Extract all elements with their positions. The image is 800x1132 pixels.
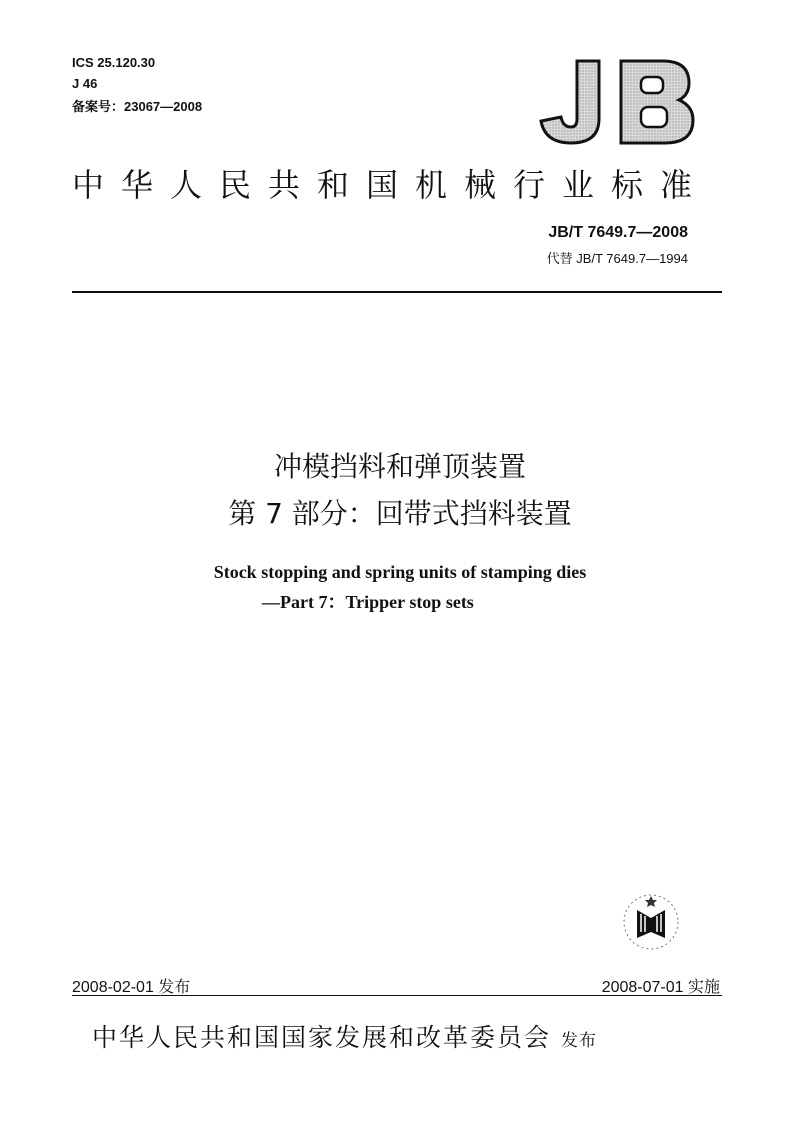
authority-name: 中华人民共和国国家发展和改革委员会 [92, 1023, 552, 1052]
implementation-date: 2008-07-01 实施 [601, 979, 720, 996]
divider-top [72, 291, 722, 293]
english-title-line-2: —Part 7：Tripper stop sets [262, 592, 474, 612]
publisher-emblem-icon [619, 890, 683, 954]
filing-number: 备案号：23067—2008 [72, 99, 203, 114]
issue-date: 2008-02-01 发布 [72, 979, 191, 996]
authority-suffix: 发布 [561, 1031, 598, 1051]
divider-bottom [72, 995, 722, 996]
standard-number: JB/T 7649.7—2008 [548, 224, 688, 241]
english-title-line-1: Stock stopping and spring units of stamping dies [213, 562, 587, 582]
jb-logo [537, 55, 697, 147]
classification-code: J 46 [72, 76, 98, 91]
issuing-authority [92, 1018, 597, 1054]
chinese-title-line-1: 冲模挡料和弹顶装置 [273, 450, 526, 483]
ics-code: ICS 25.120.30 [72, 55, 156, 70]
replaces-standard: 代替 JB/T 7649.7—1994 [546, 251, 688, 266]
chinese-title-line-2: 第 7 部分：回带式挡料装置 [228, 497, 572, 530]
standard-category-title: 中华人民共和国机械行业标准 [72, 166, 710, 204]
